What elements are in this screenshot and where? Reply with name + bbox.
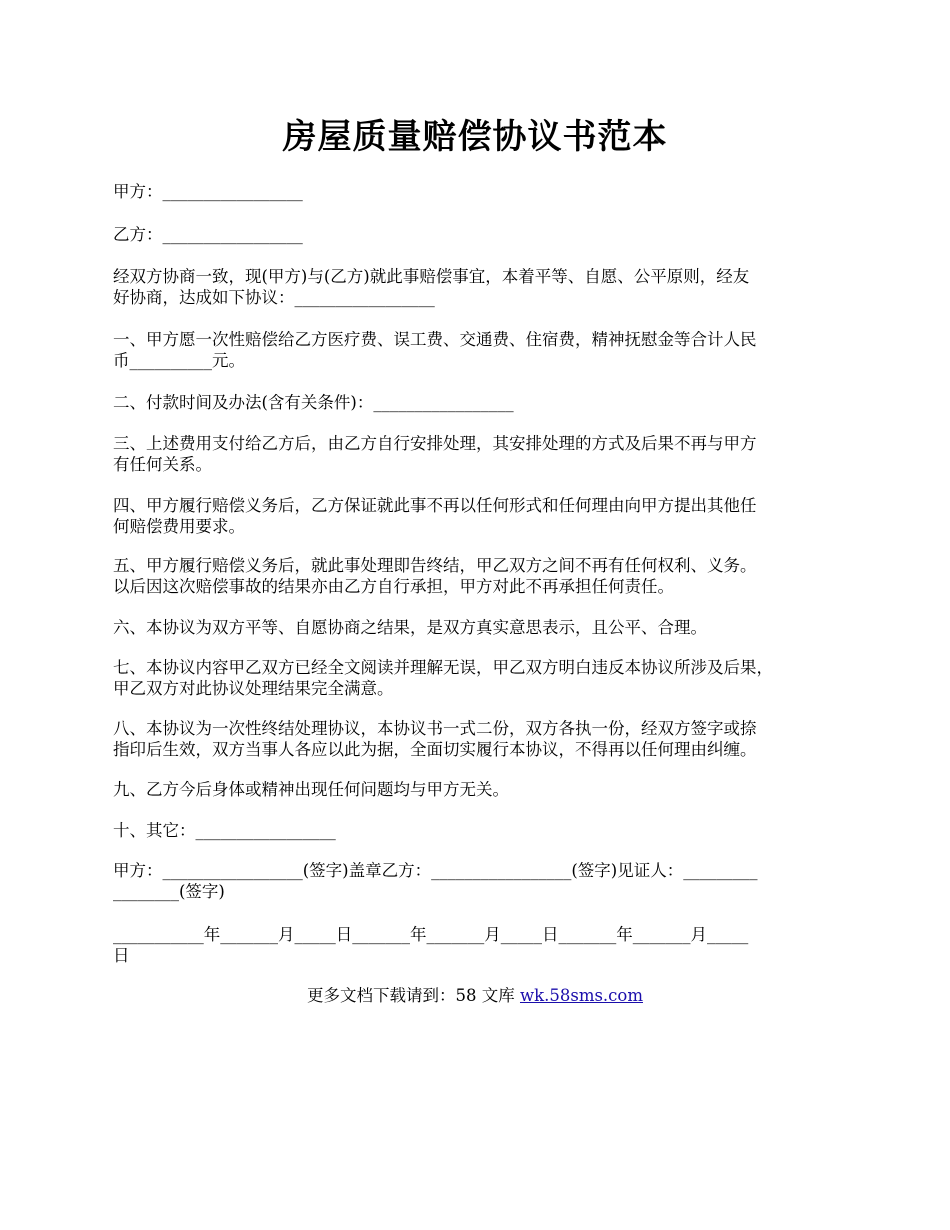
clause-10-text: 十、其它：_________________ (113, 821, 336, 840)
clause-8-line-2: 指印后生效，双方当事人各应以此为据，全面切实履行本协议，不得再以任何理由纠缠。 (113, 740, 757, 759)
clause-5 (113, 555, 843, 597)
clause-3-line-2: 有任何关系。 (113, 455, 212, 474)
clause-6-text: 六、本协议为双方平等、自愿协商之结果，是双方真实意思表示，且公平、合理。 (113, 618, 707, 637)
clause-8-line-1: 八、本协议为一次性终结处理协议，本协议书一式二份，双方各执一份，经双方签字或捺 (113, 719, 757, 738)
footer (0, 985, 950, 1007)
clause-6 (113, 617, 843, 638)
party-a-text: 甲方：_________________ (113, 182, 303, 201)
clause-5-line-2: 以后因这次赔偿事故的结果亦由乙方自行承担，甲方对此不再承担任何责任。 (113, 577, 674, 596)
clause-4-line-2: 何赔偿费用要求。 (113, 517, 245, 536)
clause-1 (113, 329, 843, 371)
date-line-1: ___________年_______月_____日_______年_______月_____日_______年_______月_____ (113, 925, 749, 944)
clause-7 (113, 657, 843, 699)
intro-line-1: 经双方协商一致，现(甲方)与(乙方)就此事赔偿事宜，本着平等、自愿、公平原则，经友 (113, 267, 750, 286)
footer-prefix: 更多文档下载请到：58 文库 (306, 986, 520, 1005)
intro-line-2: 好协商，达成如下协议：_________________ (113, 288, 435, 307)
clause-10 (113, 820, 843, 841)
clause-7-line-1: 七、本协议内容甲乙双方已经全文阅读并理解无误，甲乙双方明白违反本协议所涉及后果， (113, 658, 773, 677)
footer-link[interactable]: wk.58sms.com (519, 986, 643, 1005)
clause-9-text: 九、乙方今后身体或精神出现任何问题均与甲方无关。 (113, 780, 509, 799)
clause-7-line-2: 甲乙双方对此协议处理结果完全满意。 (113, 679, 394, 698)
clause-1-line-2: 币__________元。 (113, 351, 245, 370)
signature-line-2: ________(签字) (113, 882, 225, 901)
clause-2 (113, 392, 843, 413)
signature-line-1: 甲方：_________________(签字)盖章乙方：_________________(签字)见证人：_________ (113, 861, 758, 880)
clause-3 (113, 433, 843, 475)
clause-2-text: 二、付款时间及办法(含有关条件)：_________________ (113, 393, 514, 412)
party-b-line (113, 224, 843, 245)
signature-block (113, 860, 843, 902)
clause-3-line-1: 三、上述费用支付给乙方后，由乙方自行安排处理，其安排处理的方式及后果不再与甲方 (113, 434, 757, 453)
date-block (113, 924, 843, 966)
clause-8 (113, 718, 843, 760)
document-title: 房屋质量赔偿协议书范本 (282, 117, 668, 157)
clause-5-line-1: 五、甲方履行赔偿义务后，就此事处理即告终结，甲乙双方之间不再有任何权利、义务。 (113, 556, 757, 575)
party-b-text: 乙方：_________________ (113, 225, 303, 244)
intro-paragraph (113, 266, 843, 308)
party-a-line (113, 181, 843, 202)
clause-4 (113, 495, 843, 537)
clause-9 (113, 779, 843, 800)
clause-1-line-1: 一、甲方愿一次性赔偿给乙方医疗费、误工费、交通费、住宿费，精神抚慰金等合计人民 (113, 330, 757, 349)
clause-4-line-1: 四、甲方履行赔偿义务后，乙方保证就此事不再以任何形式和任何理由向甲方提出其他任 (113, 496, 757, 515)
date-line-2: 日 (113, 946, 130, 965)
